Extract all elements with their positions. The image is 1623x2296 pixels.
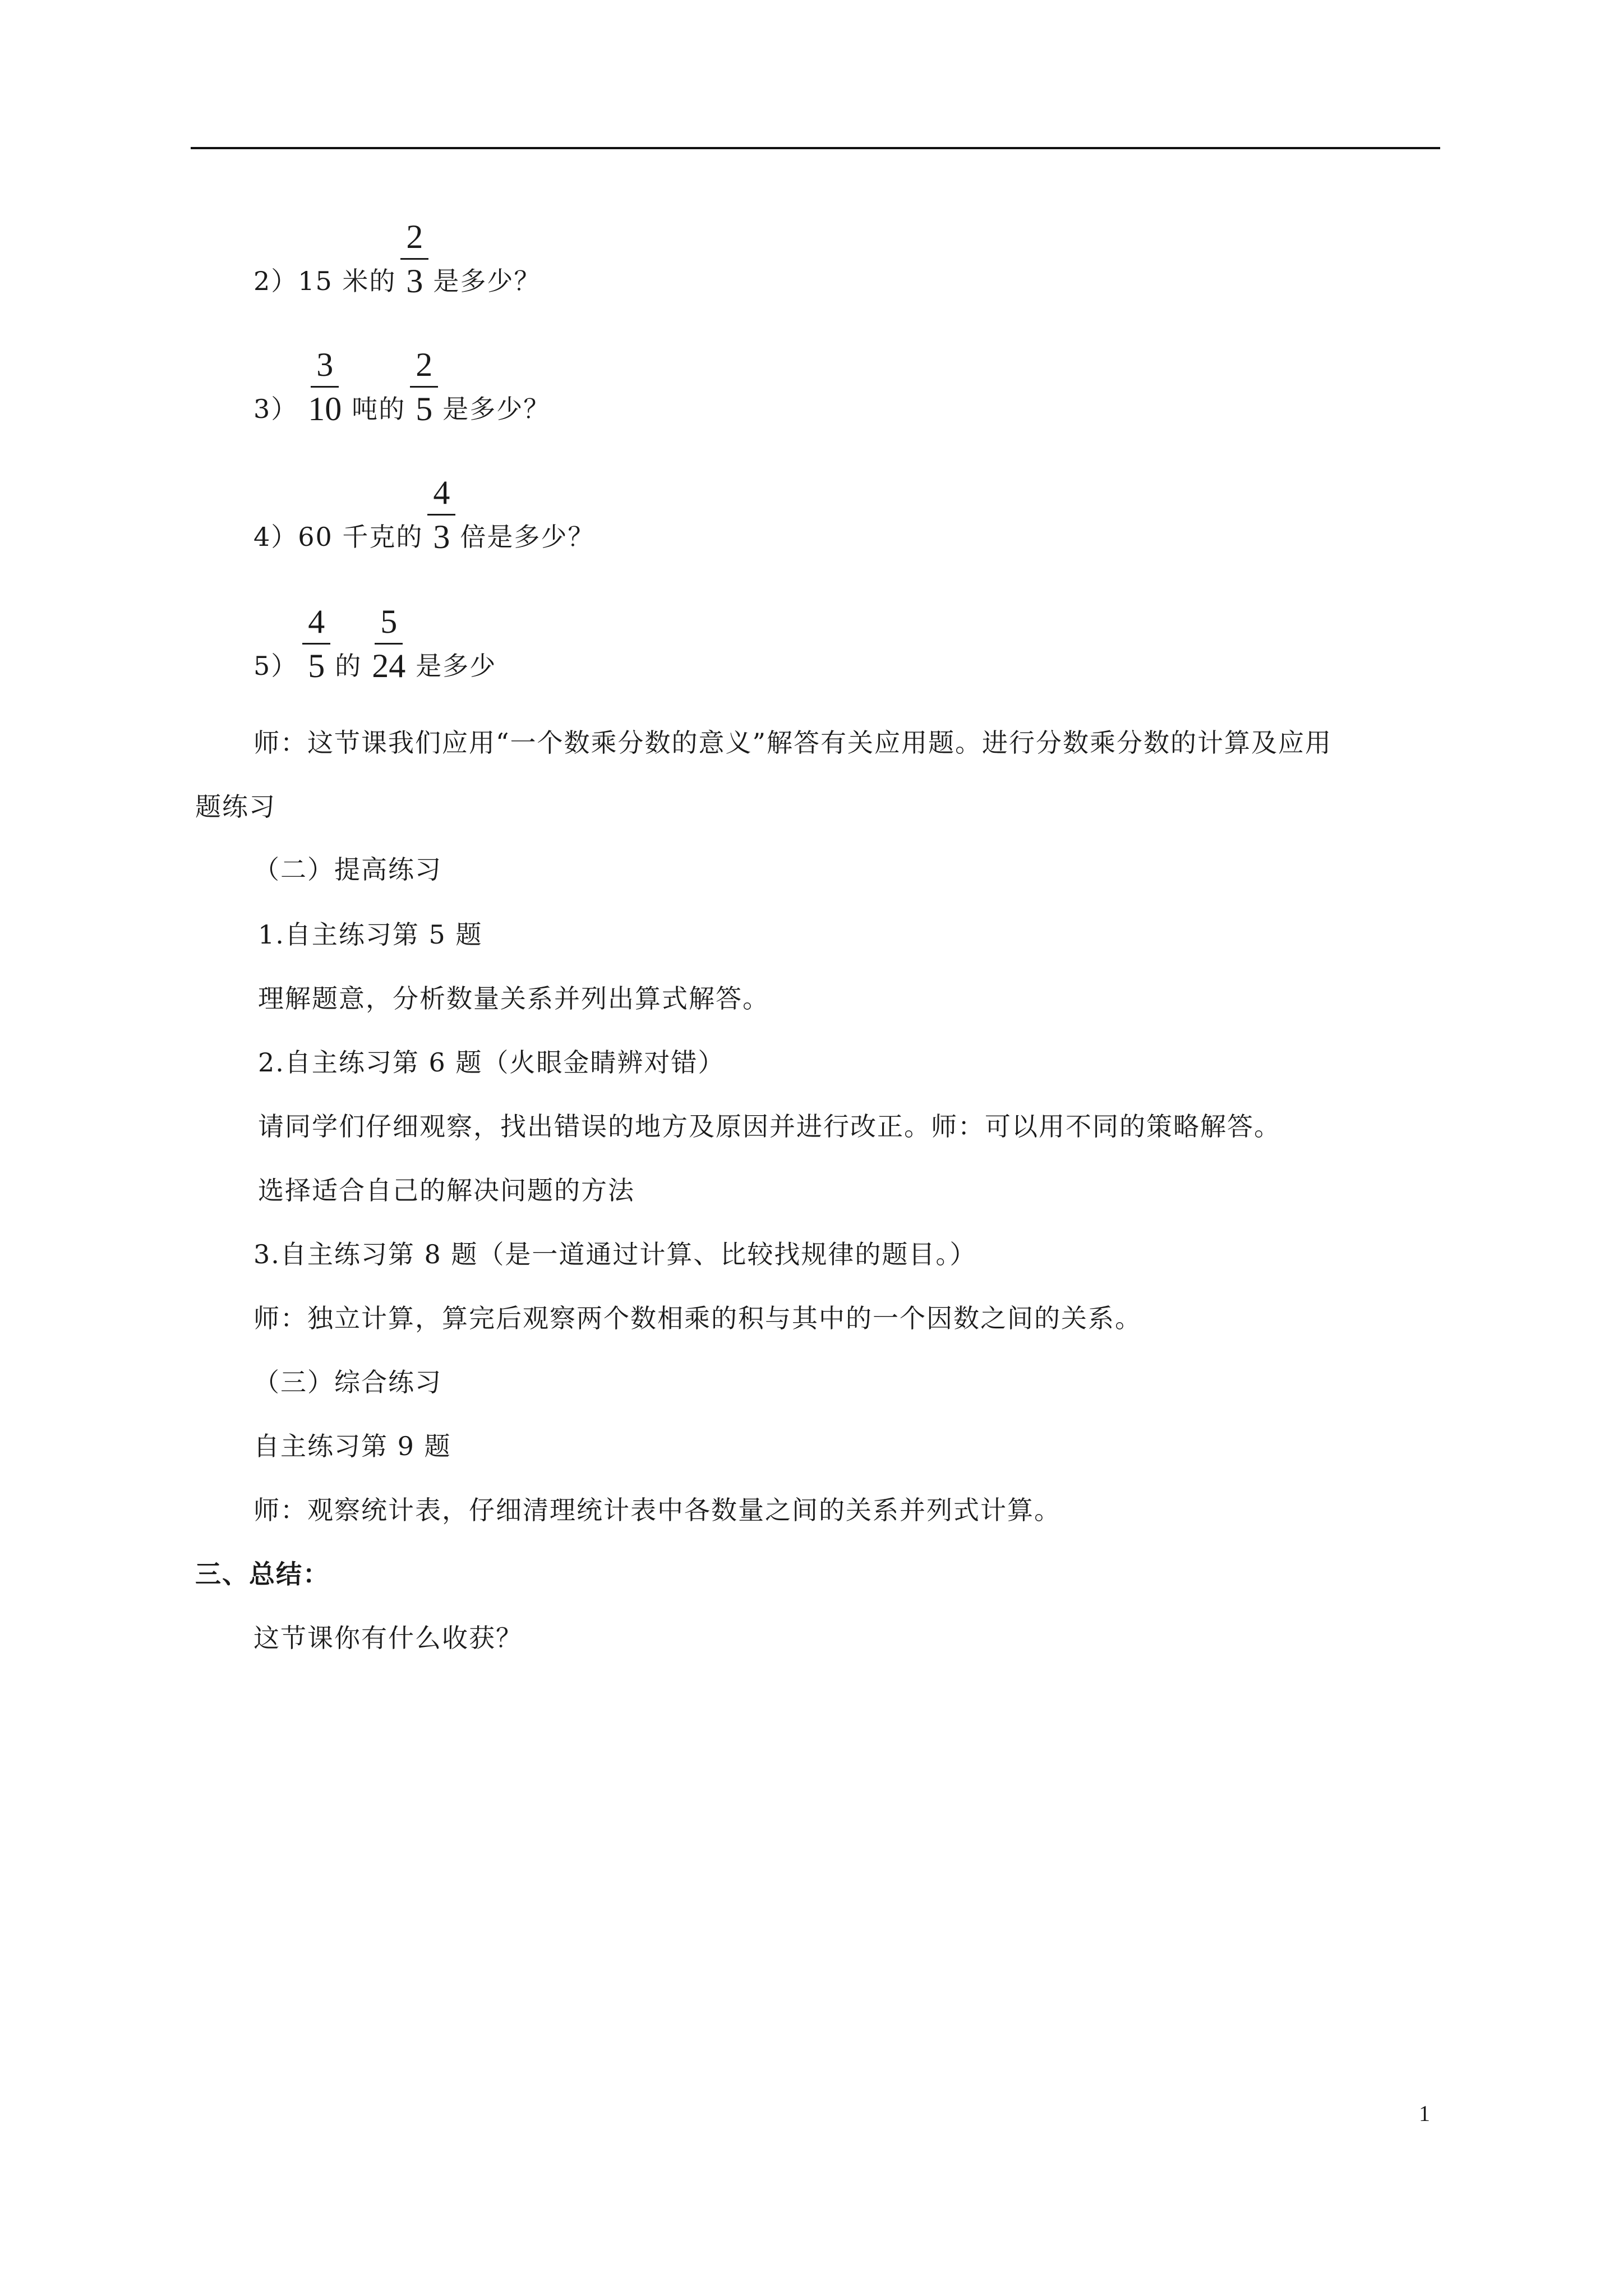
fraction-denominator: 3 xyxy=(433,518,450,555)
section3-title: （三）综合练习 xyxy=(253,1367,442,1397)
item3-desc: 师：独立计算，算完后观察两个数相乘的积与其中的一个因数之间的关系。 xyxy=(253,1303,1142,1333)
page-number: 1 xyxy=(1419,2101,1430,2126)
summary-question: 这节课你有什么收获？ xyxy=(253,1623,523,1653)
teacher-note-line1: 师：这节课我们应用“一个数乘分数的意义”解答有关应用题。进行分数乘分数的计算及应用 xyxy=(253,728,1332,758)
question-suffix: 是多少？ xyxy=(442,394,551,424)
item2-desc: 请同学们仔细观察，找出错误的地方及原因并进行改正。师：可以用不同的策略解答。 xyxy=(258,1111,1281,1142)
fraction-numerator: 5 xyxy=(375,604,403,645)
fraction-denominator: 24 xyxy=(372,647,406,684)
question-prefix: 2）15 米的 xyxy=(253,266,396,296)
fraction xyxy=(427,475,455,555)
fraction-denominator: 3 xyxy=(406,263,423,300)
fraction-denominator: 5 xyxy=(416,390,433,427)
question-prefix: 5） xyxy=(253,651,298,681)
fraction-numerator: 3 xyxy=(311,347,339,388)
fraction xyxy=(410,347,438,427)
teacher-note-line2: 题练习 xyxy=(195,792,276,822)
fraction-numerator: 4 xyxy=(427,475,455,516)
question-prefix: 3） xyxy=(253,394,298,424)
question-prefix: 4）60 千克的 xyxy=(253,522,423,552)
item1-title: 1.自主练习第 5 题 xyxy=(258,919,483,950)
question-4 xyxy=(253,475,594,555)
fraction-numerator: 2 xyxy=(400,219,428,260)
fraction-numerator: 2 xyxy=(410,347,438,388)
item1-desc: 理解题意，分析数量关系并列出算式解答。 xyxy=(258,983,769,1014)
question-suffix: 是多少 xyxy=(416,651,497,681)
section2-title: （二）提高练习 xyxy=(253,854,442,885)
item3-title: 3.自主练习第 8 题（是一道通过计算、比较找规律的题目。） xyxy=(253,1239,977,1269)
item4-title: 自主练习第 9 题 xyxy=(253,1431,451,1461)
fraction-numerator: 4 xyxy=(302,604,330,645)
item4-desc: 师：观察统计表，仔细清理统计表中各数量之间的关系并列式计算。 xyxy=(253,1495,1061,1525)
fraction xyxy=(366,604,411,684)
question-suffix: 是多少？ xyxy=(433,266,541,296)
header-rule xyxy=(191,147,1440,149)
fraction xyxy=(302,347,347,427)
fraction xyxy=(400,219,428,299)
item2-desc2: 选择适合自己的解决问题的方法 xyxy=(258,1175,635,1205)
question-2 xyxy=(253,219,541,299)
question-suffix: 倍是多少？ xyxy=(460,522,595,552)
question-5 xyxy=(253,604,496,684)
item2-title: 2.自主练习第 6 题（火眼金睛辨对错） xyxy=(258,1047,725,1078)
fraction-denominator: 5 xyxy=(308,647,325,684)
question-connector: 吨的 xyxy=(352,394,406,424)
question-connector: 的 xyxy=(335,651,362,681)
question-3 xyxy=(253,347,550,427)
summary-title: 三、总结： xyxy=(195,1559,330,1589)
fraction xyxy=(302,604,330,684)
fraction-denominator: 10 xyxy=(308,390,342,427)
